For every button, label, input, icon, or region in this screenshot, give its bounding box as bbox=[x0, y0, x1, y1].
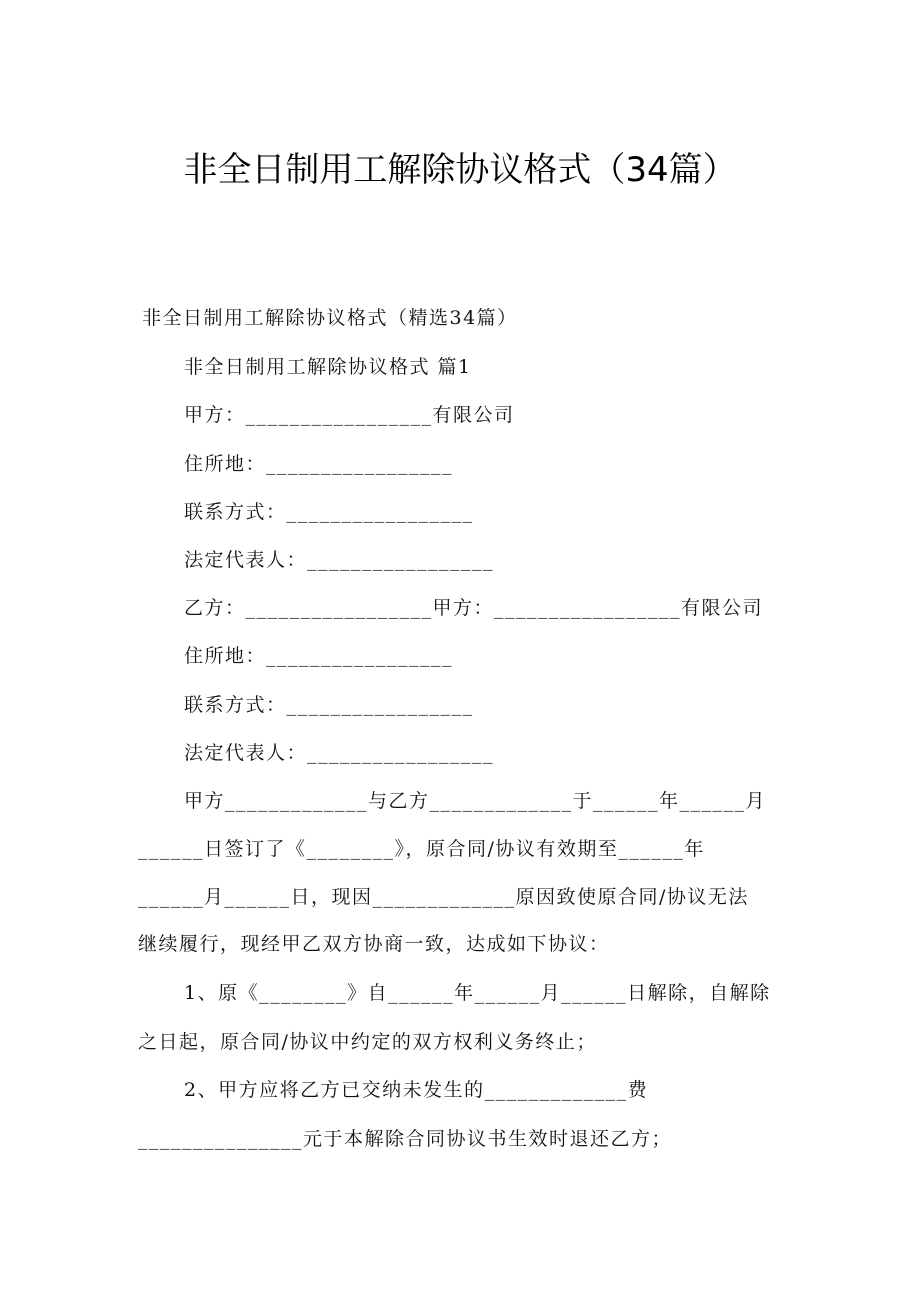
contact-field: 联系方式：_________________ bbox=[184, 501, 474, 523]
clause-2-cont: _______________元于本解除合同协议书生效时退还乙方； bbox=[138, 1128, 673, 1150]
paragraph-line: 甲方_____________与乙方_____________于______年______月 bbox=[184, 790, 767, 812]
section-heading: 非全日制用工解除协议格式 篇1 bbox=[184, 356, 472, 378]
clause-2: 2、甲方应将乙方已交纳未发生的_____________费 bbox=[184, 1079, 649, 1101]
legal-rep-field: 法定代表人：_________________ bbox=[184, 742, 495, 764]
address-field: 住所地：_________________ bbox=[184, 453, 454, 475]
party-a-field: 甲方：_________________有限公司 bbox=[184, 404, 515, 426]
subtitle: 非全日制用工解除协议格式（精选34篇） bbox=[142, 307, 518, 329]
address-field: 住所地：_________________ bbox=[184, 645, 454, 667]
paragraph-line: ______日签订了《________》，原合同/协议有效期至______年 bbox=[138, 838, 705, 860]
clause-1: 1、原《________》自______年______月______日解除，自解除 bbox=[184, 982, 771, 1004]
document-title: 非全日制用工解除协议格式（34篇） bbox=[183, 150, 737, 190]
party-b-field: 乙方：_________________甲方：_________________有限公司 bbox=[184, 597, 764, 619]
legal-rep-field: 法定代表人：_________________ bbox=[184, 549, 495, 571]
clause-1-cont: 之日起，原合同/协议中约定的双方权利义务终止； bbox=[138, 1031, 597, 1053]
contact-field: 联系方式：_________________ bbox=[184, 694, 474, 716]
paragraph-line: 继续履行，现经甲乙双方协商一致，达成如下协议： bbox=[138, 933, 610, 955]
paragraph-line: ______月______日，现因_____________原因致使原合同/协议无法 bbox=[138, 886, 749, 908]
